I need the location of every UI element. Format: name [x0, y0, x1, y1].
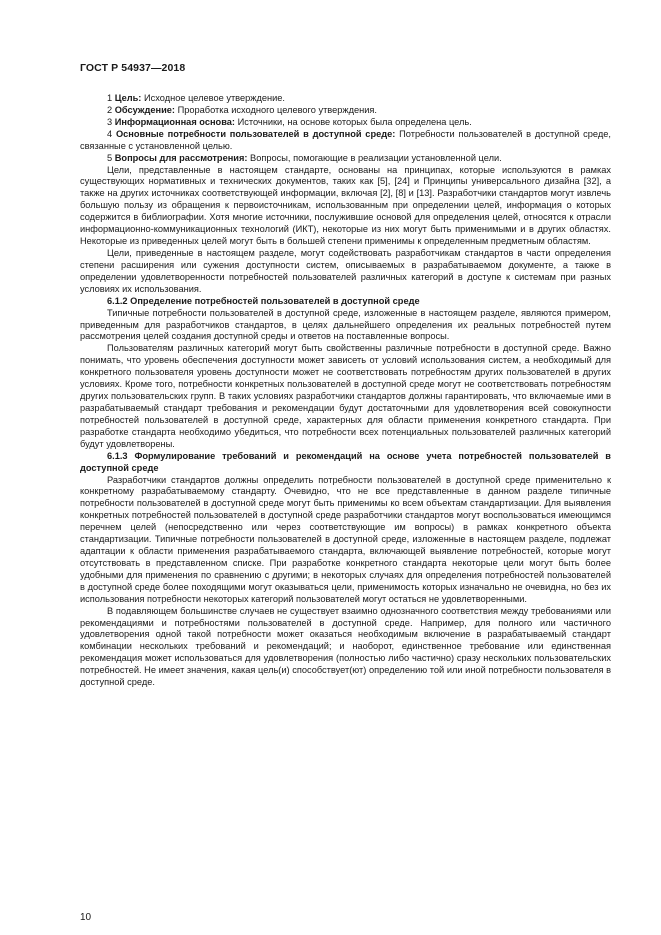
body-paragraph: Цели, приведенные в настоящем разделе, могут содействовать разработчикам стандартов в части определения степени расширения или сужения доступности систем, описываемых в разрабатываемом документе, а также в определении удовлетворенности потребностей пользователей различных категорий в доступе к системам при разных условиях их использования. [80, 247, 611, 294]
list-item-text: Источники, на основе которых была определена цель. [235, 116, 472, 127]
list-item [80, 129, 611, 153]
section-heading-6-1-2: 6.1.2 Определение потребностей пользователей в доступной среде [107, 295, 420, 306]
list-item-number: 2 [107, 104, 113, 115]
standard-header: ГОСТ Р 54937—2018 [80, 62, 186, 74]
list-item-term: Информационная основа: [114, 116, 235, 127]
list-item-number: 5 [107, 152, 113, 163]
list-item-number: 3 [107, 116, 113, 127]
body-paragraph: Типичные потребности пользователей в доступной среде, изложенные в настоящем разделе, являются примером, приведенным для разработчиков стандартов, в целях дальнейшего определения их реальных потребностей путем рассмотрения целей создания доступной среды и ответов на поставленные вопросы. [80, 307, 611, 342]
list-item-number: 1 [107, 93, 113, 103]
list-item-term: Цель: [114, 93, 142, 103]
list-item-text: Исходное целевое утверждение. [141, 93, 285, 103]
list-item [80, 93, 611, 105]
list-item-term: Вопросы для рассмотрения: [114, 152, 248, 163]
list-item-term: Основные потребности пользователей в доступной среде: [115, 128, 396, 139]
list-item-term: Обсуждение: [114, 104, 175, 115]
page-number: 10 [80, 912, 92, 923]
list-item [80, 105, 611, 117]
list-item-text: Вопросы, помогающие в реализации установленной цели. [247, 152, 502, 163]
list-item [80, 117, 611, 129]
body-paragraph: В подавляющем большинстве случаев не существует взаимно однозначного соответствия между требованиями или рекомендациями и потребностями пользователей в доступной среде. Например, для полного или частичного удовлетворения одной такой потребности может оказаться необходимым включение в разрабатываемый стандарт комбинации нескольких требований и рекомендаций; и наоборот, единственное требование или единственная рекомендация может использоваться для удовлетворения (полностью либо частично) сразу нескольких пользовательских потребностей. Не имеет значения, какая цель(и) способствует(ют) определению той или иной потребности пользователя в доступной среде. [80, 605, 611, 688]
body-paragraph: Пользователям различных категорий могут быть свойственны различные потребности в доступной среде. Важно понимать, что уровень обеспечения доступности может зависеть от условий использования систем, а необходимый для конкретного пользователя уровень доступности может не соответствовать потребностям других пользователей в других условиях. Кроме того, потребности конкретных пользователей в доступной среде могут не соответствовать потребностям других пользовательских групп. В таких условиях разработчики стандартов должны гарантировать, что включаемые ими в разрабатываемый стандарт требования и рекомендации будут достаточными для удовлетворения всей совокупности потребностей пользователей в доступной среде, характерных для области применения конкретного стандарта. При разработке стандарта необходимо убедиться, что потребности всех потенциальных пользователей различных категорий будут удовлетворены. [80, 343, 611, 449]
page-content [80, 93, 611, 689]
body-paragraph: Цели, представленные в настоящем стандарте, основаны на принципах, которые используются в рамках существующих нормативных и технических документов, таких как [5], [24] и Принципы универсального дизайна [32], а также на других источниках соответствующей информации, включая [2], [8] и [13]. Разработчики стандартов могут извлечь большую пользу из обращения к первоисточникам, использованным при определении целей, информация о которых содержится в библиографии. Хотя многие источники, послужившие основой для определения целей, относятся к отрасли информационно-коммуникационных технологий (ИКТ), некоторые из них могут быть применимыми и в других областях. Некоторые из приведенных целей могут быть в большей степени применимы к определенным предметным областям. [80, 164, 611, 247]
list-item-text: Проработка исходного целевого утверждения. [175, 104, 377, 115]
list-item [80, 153, 611, 165]
body-paragraph: Разработчики стандартов должны определить потребности пользователей в доступной среде применительно к конкретному разрабатываемому стандарту. Очевидно, что не все представленные в данном разделе типичные потребности пользователей в доступной среде могут быть применимы ко всем объектам стандартизации. Для выявления конкретных потребностей пользователей в доступной среде разработчики стандартов могут воспользоваться имеющимся перечнем целей (непосредственно или через соответствующие им вопросы) в рамках конкретного объекта стандартизации. Типичные потребности пользователей в доступной среде, изложенные в настоящем разделе, подлежат адаптации к области применения разрабатываемого стандарта, включающей выявление потребностей, которые могут отсутствовать в представленном списке. При разработке конкретного стандарта некоторые цели могут быть более удобными для применения по сравнению с другими; в некоторых случаях для определения потребностей пользователей в доступной среде более походящими могут оказываться цели, применимость которых изначально не очевидна, но без их использования потребности некоторых категорий пользователей могут остаться не удовлетворенными. [80, 474, 611, 604]
list-item-number: 4 [107, 128, 113, 139]
list-item-text: Потребности пользователей в доступной среде, связанные с установленной целью. [80, 128, 611, 151]
section-heading-6-1-3: 6.1.3 Формулирование требований и рекомендаций на основе учета потребностей пользователей в доступной среде [80, 450, 611, 473]
